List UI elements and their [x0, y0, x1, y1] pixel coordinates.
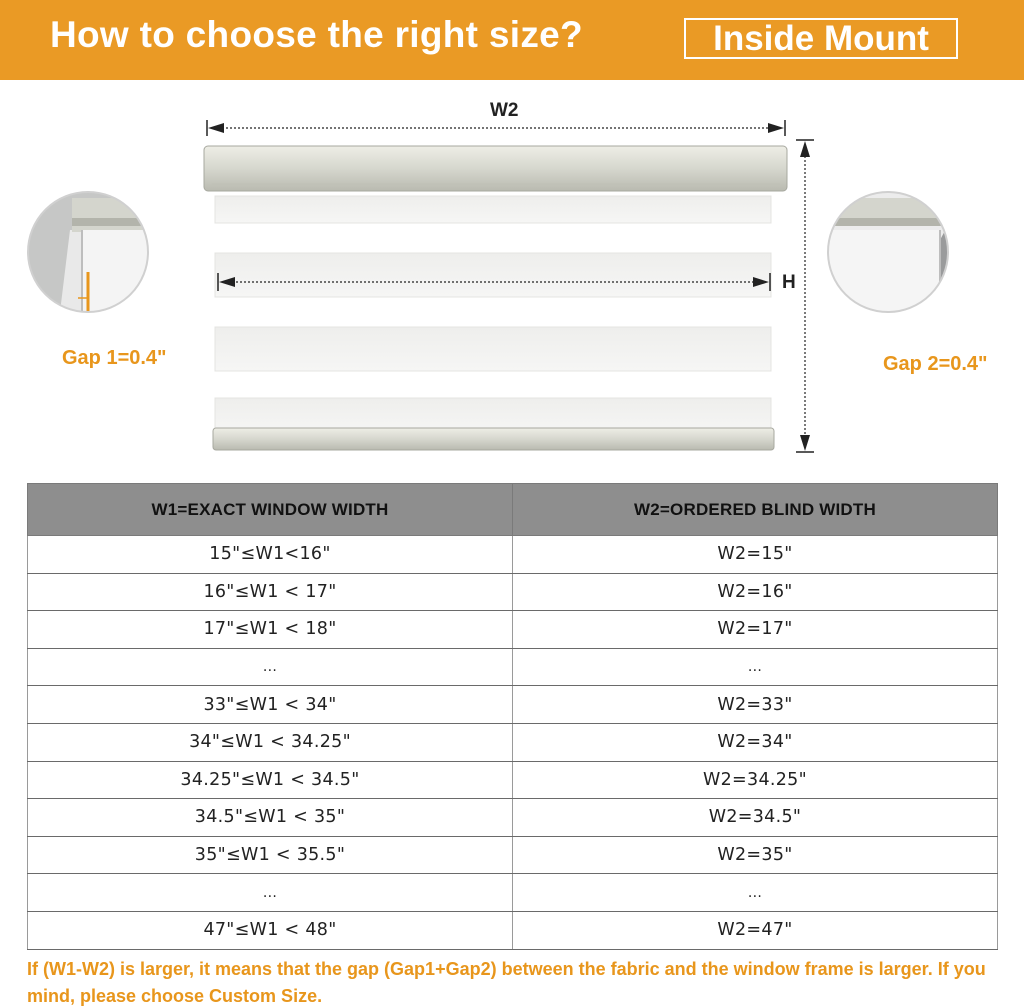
- w1-range-cell: 47"≤W1 < 48": [28, 911, 513, 949]
- mount-type-label: Inside Mount: [713, 19, 929, 58]
- column-header-w1: W1=EXACT WINDOW WIDTH: [28, 484, 513, 536]
- width-label: W2: [490, 100, 519, 121]
- table-row: [28, 573, 998, 611]
- size-table: [27, 483, 998, 950]
- table-row: [28, 874, 998, 912]
- left-gap-detail: [28, 192, 152, 326]
- w1-range-cell: 16"≤W1 < 17": [28, 573, 513, 611]
- w1-range-cell: ...: [28, 874, 513, 912]
- table-row: [28, 799, 998, 837]
- size-note: If (W1-W2) is larger, it means that the gap (Gap1+Gap2) between the fabric and the window frame is larger. If you mind, please choose Custom Size.: [27, 959, 986, 1006]
- w1-range-cell: 33"≤W1 < 34": [28, 686, 513, 724]
- right-gap-detail: [828, 192, 958, 326]
- w2-value-cell: W2=16": [513, 573, 998, 611]
- w2-value-cell: ...: [513, 648, 998, 686]
- bottom-rail: [213, 428, 774, 450]
- w2-value-cell: ...: [513, 874, 998, 912]
- table-header-row: [28, 484, 998, 536]
- blind-illustration: [0, 80, 1024, 480]
- w1-range-cell: 34.25"≤W1 < 34.5": [28, 761, 513, 799]
- gap1-label: Gap 1=0.4": [62, 347, 167, 369]
- w1-range-cell: 15"≤W1<16": [28, 536, 513, 574]
- w2-value-cell: W2=47": [513, 911, 998, 949]
- column-header-w2: W2=ORDERED BLIND WIDTH: [513, 484, 998, 536]
- w2-value-cell: W2=15": [513, 536, 998, 574]
- headrail: [204, 146, 787, 191]
- table-row: [28, 536, 998, 574]
- table-row: [28, 648, 998, 686]
- w1-range-cell: 35"≤W1 < 35.5": [28, 836, 513, 874]
- table-row: [28, 761, 998, 799]
- w2-value-cell: W2=34": [513, 723, 998, 761]
- table-row: [28, 686, 998, 724]
- height-label: H: [782, 272, 796, 293]
- table-row: [28, 836, 998, 874]
- gap2-label: Gap 2=0.4": [883, 353, 988, 375]
- blind-diagram: [0, 80, 1024, 480]
- page-title: How to choose the right size?: [50, 14, 583, 55]
- table-row: [28, 611, 998, 649]
- table-row: [28, 911, 998, 949]
- fabric-bands: [215, 196, 771, 434]
- w2-value-cell: W2=17": [513, 611, 998, 649]
- w2-value-cell: W2=33": [513, 686, 998, 724]
- w1-range-cell: 34.5"≤W1 < 35": [28, 799, 513, 837]
- w2-value-cell: W2=34.5": [513, 799, 998, 837]
- w2-value-cell: W2=35": [513, 836, 998, 874]
- width-dimension-line: [207, 120, 785, 136]
- w1-range-cell: 17"≤W1 < 18": [28, 611, 513, 649]
- w1-range-cell: ...: [28, 648, 513, 686]
- table-row: [28, 723, 998, 761]
- w1-range-cell: 34"≤W1 < 34.25": [28, 723, 513, 761]
- mount-type-badge: [684, 18, 958, 59]
- height-dimension-line: [796, 140, 814, 452]
- header-banner: [0, 0, 1024, 80]
- w2-value-cell: W2=34.25": [513, 761, 998, 799]
